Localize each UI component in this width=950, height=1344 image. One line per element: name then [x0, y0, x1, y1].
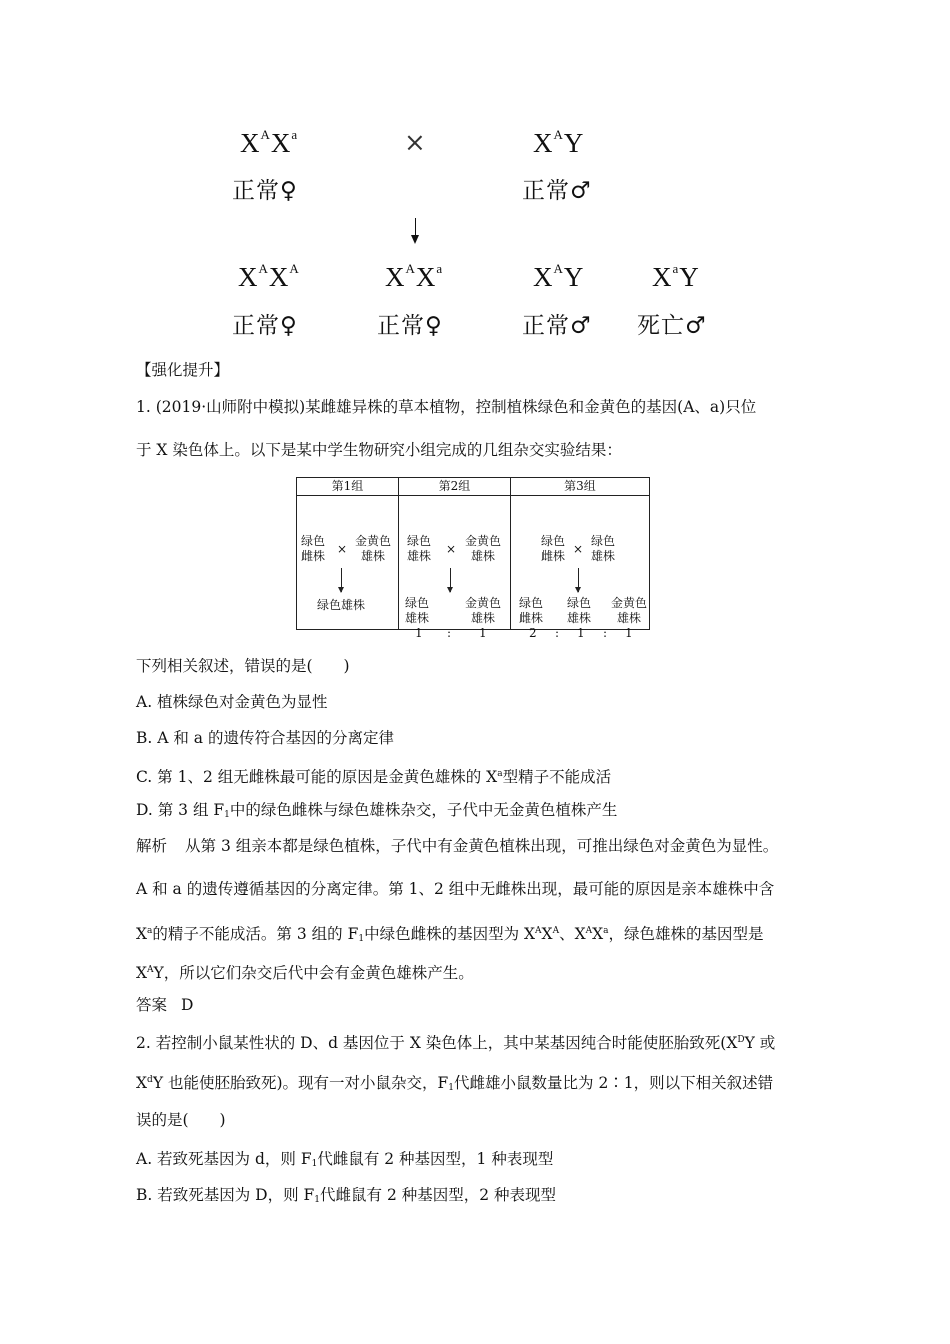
q2-line1: 2. 若控制小鼠某性状的 D、d 基因位于 X 染色体上，其中某基因纯合时能使胚胎致死($X^DY$ 或: [136, 1034, 776, 1052]
table-header-group3: 第3组: [511, 478, 650, 496]
g3-ratio-sep1: :: [555, 626, 560, 640]
offspring-2-phenotype: 正常♀: [377, 313, 443, 339]
answer-value: D: [181, 996, 194, 1014]
g1-cross-symbol: ×: [337, 542, 348, 556]
q1-analysis-line3: $X^a$的精子不能成活。第 3 组的 $F_1$中绿色雌株的基因型为 $X^AX^A$、$X^AX^a$，绿色雄株的基因型是: [136, 925, 764, 944]
g3-ratio-2: 1: [577, 626, 585, 640]
q1-option-b: B. A 和 a 的遗传符合基因的分离定律: [136, 729, 394, 747]
table-header-group1: 第1组: [297, 478, 399, 496]
g2-parent1: 绿色 雄株: [407, 534, 432, 563]
offspring-4-phenotype: 死亡♂: [637, 313, 707, 339]
g3-ratio-1: 2: [529, 626, 537, 640]
g3-ratio-sep2: :: [603, 626, 608, 640]
section-title: 【强化提升】: [136, 361, 230, 379]
q1-option-a: A. 植株绿色对金黄色为显性: [136, 693, 328, 711]
offspring-1-phenotype: 正常♀: [232, 313, 298, 339]
q1-option-c: C. 第 1、2 组无雌株最可能的原因是金黄色雄株的 $X^a$型精子不能成活: [136, 768, 612, 786]
g2-ratio-2: 1: [479, 626, 487, 640]
g2-ratio-sep: :: [447, 626, 452, 640]
parent-male-genotype: $X^AY$: [533, 127, 584, 158]
cross-symbol: ×: [404, 128, 426, 158]
g2-offspring1: 绿色 雄株: [405, 596, 430, 625]
q1-analysis-line4: $X^AY$，所以它们杂交后代中会有金黄色雄株产生。: [136, 964, 474, 982]
g3-arrow: [578, 568, 579, 592]
offspring-3-phenotype: 正常♂: [522, 313, 592, 339]
g2-parent2: 金黄色 雄株: [465, 534, 502, 563]
g1-parent1: 绿色 雌株: [301, 534, 326, 563]
g3-offspring3: 金黄色 雄株: [611, 596, 648, 625]
g1-arrow: [341, 568, 342, 592]
q1-question: 下列相关叙述，错误的是( ): [136, 657, 350, 675]
parent-female-genotype: $X^AX^a$: [240, 127, 298, 158]
g3-offspring2: 绿色 雄株: [567, 596, 592, 625]
q1-analysis-line1: 解析 从第 3 组亲本都是绿色植株，子代中有金黄色植株出现，可推出绿色对金黄色为显性。: [136, 837, 779, 855]
q1-stem-line1: 1. (2019·山师附中模拟)某雌雄异株的草本植物，控制植株绿色和金黄色的基因(A、a)只位: [136, 398, 757, 416]
g3-cross-symbol: ×: [573, 542, 584, 556]
g2-ratio-1: 1: [415, 626, 423, 640]
q2-option-a: A. 若致死基因为 d，则 $F_1$代雌鼠有 2 种基因型，1 种表现型: [136, 1150, 554, 1169]
answer-label: 答案: [136, 996, 168, 1014]
g2-offspring2: 金黄色 雄株: [465, 596, 502, 625]
parent-female-phenotype: 正常♀: [232, 178, 298, 204]
g2-cross-symbol: ×: [446, 542, 457, 556]
offspring-3-genotype: $X^AY$: [533, 261, 584, 292]
experiment-table: [296, 477, 650, 640]
cross-arrow: [415, 218, 416, 242]
table-header-group2: 第2组: [399, 478, 511, 496]
offspring-1-genotype: $X^AX^A$: [238, 261, 299, 292]
g3-offspring1: 绿色 雌株: [519, 596, 544, 625]
q2-line3: 误的是( ): [136, 1111, 226, 1129]
offspring-4-genotype: $X^aY$: [652, 261, 699, 292]
g2-arrow: [450, 568, 451, 592]
q1-option-d: D. 第 3 组 $F_1$中的绿色雌株与绿色雄株杂交，子代中无金黄色植株产生: [136, 801, 618, 820]
g3-parent2: 绿色 雄株: [591, 534, 616, 563]
table-cell-group1: [297, 496, 399, 630]
q2-line2: $X^dY$ 也能使胚胎致死)。现有一对小鼠杂交，$F_1$代雌雄小鼠数量比为 2∶1，则以下相关叙述错: [136, 1074, 774, 1093]
g1-parent2: 金黄色 雄株: [355, 534, 392, 563]
q1-stem-line2: 于 X 染色体上。以下是某中学生物研究小组完成的几组杂交实验结果：: [136, 441, 622, 459]
analysis-label: 解析: [136, 837, 168, 855]
table-cell-group2: [399, 496, 511, 640]
q1-answer: [136, 996, 193, 1014]
q1-analysis-line2: A 和 a 的遗传遵循基因的分离定律。第 1、2 组中无雌株出现，最可能的原因是亲本雄株中含: [136, 880, 775, 898]
g1-offspring: 绿色雄株: [317, 598, 366, 612]
g3-ratio-3: 1: [625, 626, 633, 640]
offspring-2-genotype: $X^AX^a$: [385, 261, 443, 292]
parent-male-phenotype: 正常♂: [522, 178, 592, 204]
q2-option-b: B. 若致死基因为 D，则 $F_1$代雌鼠有 2 种基因型，2 种表现型: [136, 1186, 557, 1205]
g3-parent1: 绿色 雌株: [541, 534, 566, 563]
table-cell-group3: [511, 496, 650, 640]
